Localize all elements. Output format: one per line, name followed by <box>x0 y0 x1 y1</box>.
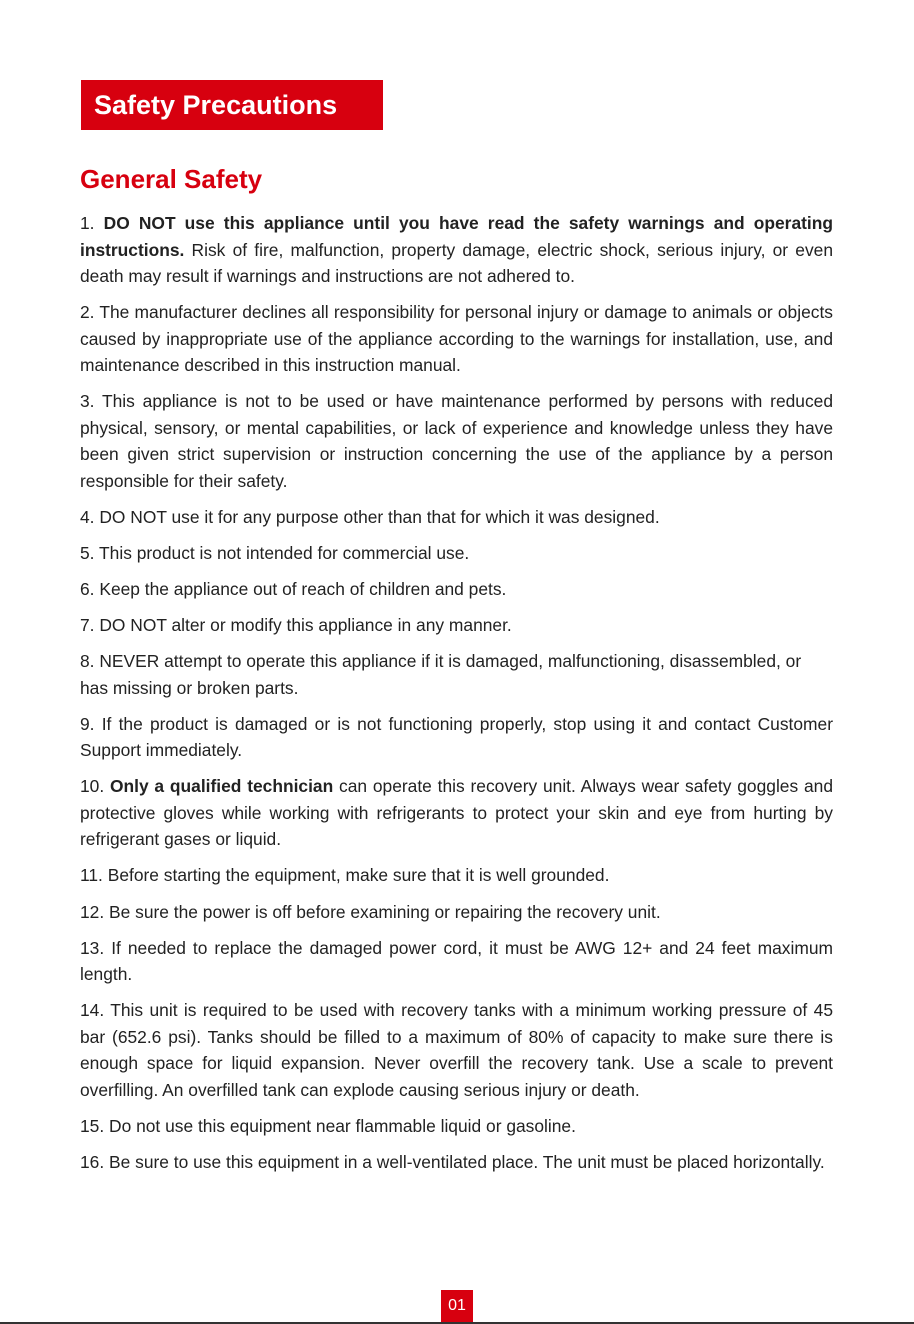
item-number: 5. <box>80 542 100 563</box>
item-text: This unit is required to be used with recovery tanks with a minimum working pressure of 45 bar (652.6 psi). Tanks should be filled to a maximum of 80% of capacity to make sure there is enough space for liquid expansion. Never overfill the recovery tank. Use a scale to prevent overfilling. An overfilled tank can explode causing serious injury or death. <box>80 1000 833 1100</box>
item-number: 14. <box>80 1000 111 1021</box>
item-number: 16. <box>80 1151 110 1172</box>
item-number: 10. <box>80 776 110 797</box>
item-text: If needed to replace the damaged power cord, it must be AWG 12+ and 24 feet maximum length. <box>80 937 833 985</box>
item-number: 9. <box>80 713 102 734</box>
item-text: Be sure the power is off before examining or repairing the recovery unit. <box>109 901 661 922</box>
list-item <box>80 210 833 290</box>
page-title: Safety Precautions <box>94 90 338 120</box>
item-number: 12. <box>80 901 110 922</box>
safety-list <box>80 210 833 1185</box>
list-item <box>80 540 833 567</box>
item-number: 2. <box>80 302 100 323</box>
list-item <box>80 504 833 531</box>
list-item <box>80 612 833 639</box>
list-item <box>80 1149 833 1176</box>
item-number: 13. <box>80 937 112 958</box>
item-number: 11. <box>80 865 108 886</box>
list-item <box>80 862 833 889</box>
page-title-banner <box>81 80 383 130</box>
item-bold-text: Only a qualified technician <box>109 776 334 797</box>
page-number: 01 <box>448 1297 466 1314</box>
list-item <box>80 1113 833 1140</box>
item-text: Risk of fire, malfunction, property damage, electric shock, serious injury, or even death may result if warnings and instructions are not adhered to. <box>80 239 833 286</box>
item-text: NEVER attempt to operate this appliance if it is damaged, malfunctioning, disassembled, or has missing or broken parts. <box>80 651 802 698</box>
item-number: 4. <box>80 506 100 527</box>
item-number: 3. <box>80 391 103 412</box>
list-item <box>80 388 833 494</box>
item-number: 6. <box>80 578 100 599</box>
list-item <box>80 299 833 379</box>
item-number: 7. <box>80 615 100 636</box>
item-text: If the product is damaged or is not functioning properly, stop using it and contact Customer Support immediately. <box>80 713 833 761</box>
item-text: Before starting the equipment, make sure that it is well grounded. <box>107 865 610 886</box>
item-text: can operate this recovery unit. Always wear safety goggles and protective gloves while working with refrigerants to protect your skin and eye from hurting by refrigerant gases or liquid. <box>80 776 833 850</box>
list-item <box>80 648 833 701</box>
list-item <box>80 997 833 1103</box>
list-item <box>80 935 833 988</box>
section-heading: General Safety <box>80 164 263 194</box>
item-number: 15. <box>80 1115 110 1136</box>
item-number: 1. <box>80 213 104 233</box>
list-item <box>80 576 833 603</box>
item-text: Keep the appliance out of reach of children and pets. <box>99 578 507 599</box>
item-text: DO NOT use it for any purpose other than that for which it was designed. <box>99 506 660 527</box>
item-text: Do not use this equipment near flammable liquid or gasoline. <box>109 1115 576 1136</box>
list-item <box>80 773 833 853</box>
item-text: This appliance is not to be used or have maintenance performed by persons with reduced physical, sensory, or mental capabilities, or lack of experience and knowledge unless they have been given strict supervision or instruction concerning the use of the appliance by a person responsible for their safety. <box>80 391 834 491</box>
item-number: 8. <box>80 651 100 672</box>
list-item <box>80 711 833 764</box>
item-bold-text: DO NOT use this appliance until you have read the safety warnings and operating instructions. <box>80 213 833 260</box>
item-text: This product is not intended for commercial use. <box>99 542 470 563</box>
item-text: The manufacturer declines all responsibility for personal injury or damage to animals or objects caused by inappropriate use of the appliance according to the warnings for installation, use, and maintenance described in this instruction manual. <box>80 302 833 376</box>
page-number-badge <box>441 1290 473 1322</box>
item-text: Be sure to use this equipment in a well-ventilated place. The unit must be placed horizontally. <box>109 1151 825 1172</box>
item-text: DO NOT alter or modify this appliance in any manner. <box>99 615 512 636</box>
list-item <box>80 899 833 926</box>
